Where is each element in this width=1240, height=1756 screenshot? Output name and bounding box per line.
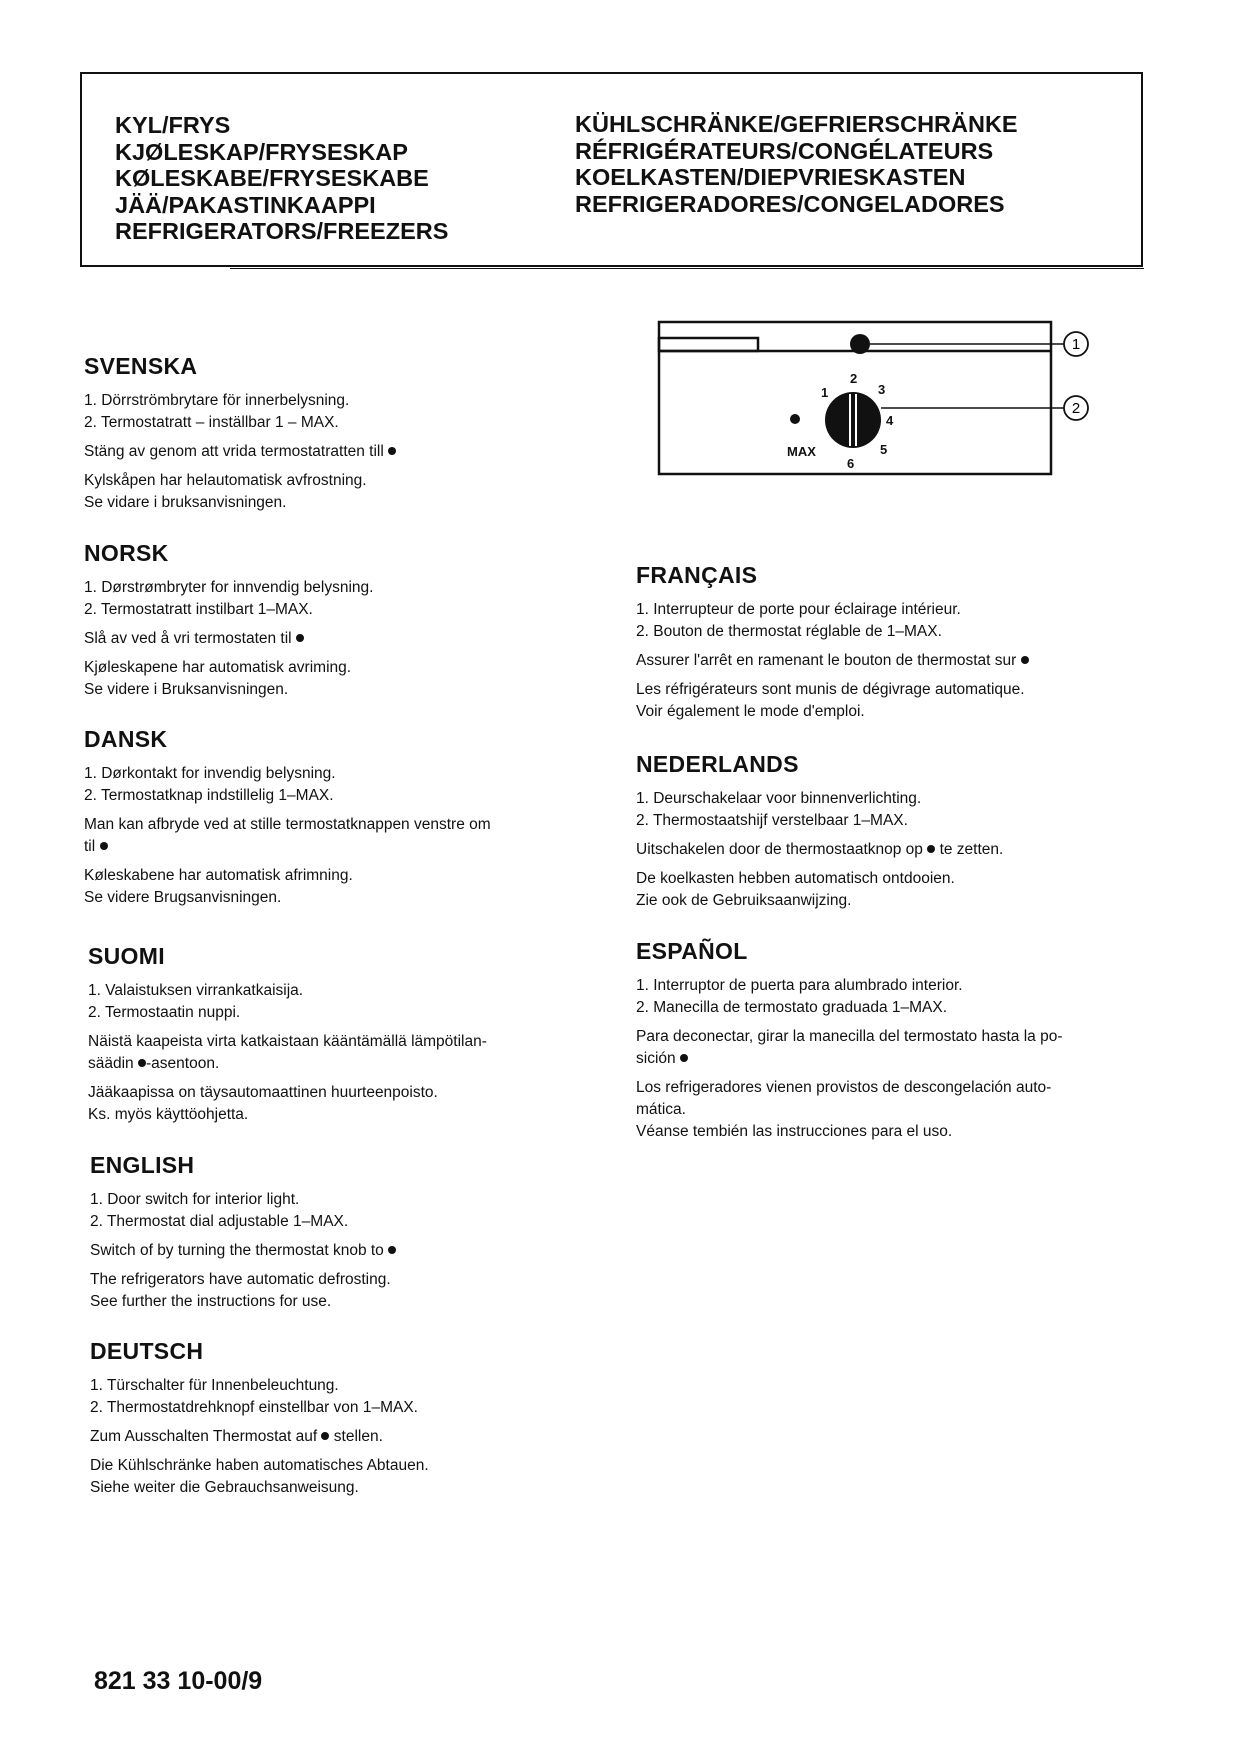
part-list [84,763,624,807]
header-title-line: KJØLESKAP/FRYSESKAP [115,138,408,165]
section-title: NORSK [84,540,169,566]
list-item: 2. Termostatratt instilbart 1–MAX. [84,601,313,618]
defrost-note: Les réfrigérateurs sont munis de dégivrage automatique. [636,681,1025,698]
part-list [90,1189,630,1233]
switch-off-text: Para deconectar, girar la manecilla del termostato hasta la po- sición [636,1028,1063,1067]
section-nederlands [636,751,1176,912]
section-norsk [84,540,624,701]
section-francais [636,562,1176,723]
list-item: 2. Thermostaatshijf verstelbaar 1–MAX. [636,812,908,829]
list-item: 2. Bouton de thermostat réglable de 1–MAX. [636,623,942,640]
dial-number: 5 [880,442,888,457]
section-dansk [84,726,624,909]
list-item: 2. Termostaatin nuppi. [88,1004,241,1021]
section-title: NEDERLANDS [636,751,799,777]
document-code: 821 33 10-00/9 [94,1667,263,1695]
defrost-note: De koelkasten hebben automatisch ontdooien. [636,870,955,887]
callout-1-label: 1 [1071,336,1081,353]
list-item: 1. Interruptor de puerta para alumbrado interior. [636,977,963,994]
section-title: DEUTSCH [90,1338,204,1364]
dial-number: 3 [878,382,886,397]
header-titles-left [115,112,448,245]
list-item: 1. Door switch for interior light. [90,1191,300,1208]
off-position-dot-icon [790,414,800,424]
part-list [84,577,624,621]
defrost-note: Los refrigeradores vienen provistos de descongelación auto- mática. [636,1079,1052,1118]
part-list [636,975,1176,1019]
manual-note: See further the instructions for use. [90,1293,332,1310]
part-list [636,788,1176,832]
manual-note: Se videre i Bruksanvisningen. [84,681,289,698]
switch-off-text: Assurer l'arrêt en ramenant le bouton de thermostat sur [636,650,1176,672]
switch-off-text: Zum Ausschalten Thermostat auf stellen. [90,1428,383,1445]
switch-off-text: Man kan afbryde ved at stille termostatknappen venstre om til [84,816,491,855]
dial-max-label: MAX [787,444,816,459]
section-title: SUOMI [88,943,165,969]
part-list [90,1375,630,1419]
dial-number: 1 [821,385,829,400]
list-item: 1. Dørstrømbryter for innvendig belysning. [84,579,374,596]
thermostat-dial-icon [825,392,881,448]
switch-off-text: Stäng av genom att vrida termostatratten till [84,441,624,463]
defrost-note: Die Kühlschränke haben automatisches Abtauen. [90,1457,429,1474]
door-switch-icon [850,334,870,354]
off-dot-icon [321,1432,329,1440]
off-dot-icon [927,845,935,853]
off-dot-icon [1021,656,1029,664]
switch-off-text: Näistä kaapeista virta katkaistaan kääntämällä lämpötilan- säädin -asentoon. [88,1033,487,1072]
header-title-line: RÉFRIGÉRATEURS/CONGÉLATEURS [575,137,994,164]
section-title: ENGLISH [90,1152,195,1178]
header-rule [230,268,1144,269]
part-list [84,390,624,434]
list-item: 2. Termostatknap indstillelig 1–MAX. [84,787,334,804]
defrost-note: Kjøleskapene har automatisk avriming. [84,659,352,676]
defrost-note: Køleskabene har automatisk afrimning. [84,867,353,884]
defrost-note: Jääkaapissa on täysautomaattinen huurteenpoisto. [88,1084,438,1101]
dial-number: 4 [886,413,894,428]
section-title: SVENSKA [84,353,198,379]
thermostat-diagram [650,318,1110,478]
defrost-note: Kylskåpen har helautomatisk avfrostning. [84,472,367,489]
part-list [88,980,628,1024]
section-espanol [636,938,1176,1143]
header-title-line: REFRIGERADORES/CONGELADORES [575,190,1005,217]
list-item: 1. Dørkontakt for invendig belysning. [84,765,336,782]
section-title: DANSK [84,726,168,752]
callout-2-label: 2 [1071,400,1081,417]
door-switch-recess [659,338,758,351]
manual-note: Ks. myös käyttöohjetta. [88,1106,249,1123]
list-item: 1. Deurschakelaar voor binnenverlichting. [636,790,922,807]
switch-off-text: Slå av ved å vri termostaten til [84,628,624,650]
section-title: FRANÇAIS [636,562,758,588]
list-item: 1. Türschalter für Innenbeleuchtung. [90,1377,339,1394]
header-title-line: KÜHLSCHRÄNKE/GEFRIERSCHRÄNKE [575,111,1018,137]
list-item: 1. Valaistuksen virrankatkaisija. [88,982,304,999]
manual-note: Se videre Brugsanvisningen. [84,889,282,906]
dial-number: 2 [850,371,858,386]
off-dot-icon [100,842,108,850]
off-dot-icon [296,634,304,642]
header-title-line: KØLESKABE/FRYSESKABE [115,165,429,191]
list-item: 2. Thermostatdrehknopf einstellbar von 1–MAX. [90,1399,418,1416]
manual-note: Véanse tembién las instrucciones para el uso. [636,1123,953,1140]
list-item: 2. Manecilla de termostato graduada 1–MAX. [636,999,948,1016]
off-dot-icon [388,447,396,455]
off-dot-icon [388,1246,396,1254]
list-item: 2. Termostatratt – inställbar 1 – MAX. [84,414,339,431]
section-english [90,1152,630,1313]
header-title-box [80,72,1143,267]
switch-off-text: Uitschakelen door de thermostaatknop op te zetten. [636,841,1004,858]
header-title-line: KOELKASTEN/DIEPVRIESKASTEN [575,164,966,190]
header-titles-right [575,111,1018,217]
section-deutsch [90,1338,630,1499]
off-dot-icon [680,1054,688,1062]
section-title: ESPAÑOL [636,938,748,964]
manual-note: Voir également le mode d'emploi. [636,703,865,720]
header-title-line: JÄÄ/PAKASTINKAAPPI [115,191,376,218]
section-svenska [84,353,624,514]
off-dot-icon [138,1059,146,1067]
list-item: 1. Dörrströmbrytare för innerbelysning. [84,392,350,409]
manual-note: Siehe weiter die Gebrauchsanweisung. [90,1479,359,1496]
manual-note: Zie ook de Gebruiksaanwijzing. [636,892,852,909]
manual-note: Se vidare i bruksanvisningen. [84,494,287,511]
list-item: 2. Thermostat dial adjustable 1–MAX. [90,1213,349,1230]
switch-off-text: Switch of by turning the thermostat knob to [90,1240,630,1262]
dial-number: 6 [847,456,855,471]
header-title-line: REFRIGERATORS/FREEZERS [115,218,449,244]
header-title-line: KYL/FRYS [115,112,231,138]
part-list [636,599,1176,643]
defrost-note: The refrigerators have automatic defrosting. [90,1271,391,1288]
list-item: 1. Interrupteur de porte pour éclairage intérieur. [636,601,961,618]
section-suomi [88,943,628,1126]
